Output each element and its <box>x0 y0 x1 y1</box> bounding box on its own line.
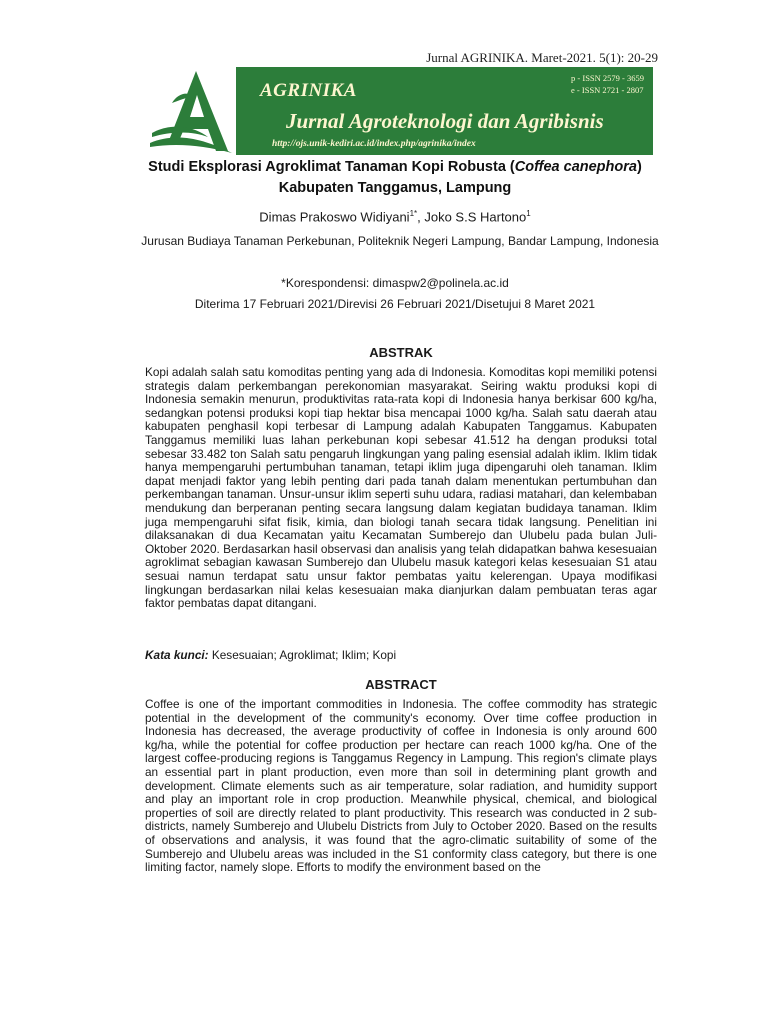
title-part1: Studi Eksplorasi Agroklimat Tanaman Kopi Robusta ( <box>148 159 515 175</box>
abstract-heading: ABSTRACT <box>365 677 437 692</box>
author-1: Dimas Prakoswo Widiyani <box>259 209 410 225</box>
journal-reference: Jurnal AGRINIKA. Maret-2021. 5(1): 20-29 <box>426 50 658 65</box>
correspondence: *Korespondensi: dimaspw2@polinela.ac.id <box>281 276 509 290</box>
title-part2: ) <box>636 159 642 175</box>
keywords <box>145 648 657 662</box>
e-issn: e - ISSN 2721 - 2807 <box>571 85 644 95</box>
journal-subtitle: Jurnal Agroteknologi dan Agribisnis <box>286 109 604 133</box>
affiliation: Jurusan Budiaya Tanaman Perkebunan, Politeknik Negeri Lampung, Bandar Lampung, Indonesia <box>141 234 659 248</box>
journal-name: AGRINIKA <box>260 80 357 101</box>
author-2: Joko S.S Hartono <box>424 209 527 225</box>
title-species: Coffea canephora <box>514 159 637 175</box>
author-list <box>100 209 690 224</box>
author-1-affil: 1* <box>409 209 418 218</box>
author-separator: , <box>417 209 425 225</box>
agrinika-logo <box>148 67 238 159</box>
p-issn: p - ISSN 2579 - 3659 <box>571 73 644 83</box>
keywords-list: Kesesuaian; Agroklimat; Iklim; Kopi <box>208 648 397 662</box>
abstract-text: Coffee is one of the important commodities in Indonesia. The coffee commodity has strategic potential in the development of the community's economy. Over time coffee production in Indonesia has decreased, the average productivity of coffee in Indonesia is only around 600 kg/ha, while the potential for coffee production per hectare can reach 1000 kg/ha. One of the largest coffee-producing regions is Tanggamus Regency in Lampung. This region's climate plays an essential part in plant production, even more than soil in determining plant growth and development. Climate elements such as air temperature, solar radiation, and humidity support and play an important role in crop production. Meanwhile physical, chemical, and biological properties of soil are directly related to plant productivity. This research was conducted in 2 sub-districts, namely Sumberejo and Ulubelu Districts from July to October 2020. Based on the results of observations and analysis, it was found that the agro-climatic suitability of some of the Sumberejo and Ulubelu areas was included in the S1 conformity class category, but there is one limiting factor, namely slope. Efforts to modify the environment based on the <box>145 697 657 875</box>
author-2-affil: 1 <box>526 209 531 218</box>
article-title <box>130 157 660 199</box>
abstrak-text: Kopi adalah salah satu komoditas penting yang ada di Indonesia. Komoditas kopi memiliki potensi strategis dalam perkembangan perekonomian masyarakat. Seiring waktu produksi kopi di Indonesia semakin menurun, produktivitas rata-rata kopi di Indonesia hanya berkisar 600 kg/ha, sedangkan potensi produksi kopi tiap hektar bisa mencapai 1000 kg/ha. Salah satu daerah atau kabupaten penghasil kopi terbesar di Lampung adalah Kabupaten Tanggamus. Kabupaten Tanggamus memiliki luas lahan perkebunan kopi sebesar 41.512 ha dengan produksi total sebesar 33.482 ton Salah satu pengaruh lingkungan yang paling esensial adalah iklim. Iklim tidak hanya mempengaruhi pertumbuhan tanaman, tetapi iklim juga dipengaruhi oleh tanaman. Iklim dapat menjadi faktor yang lebih penting dari pada tanah dalam menentukan pertumbuhan dan perkembangan tanaman. Unsur-unsur iklim seperti suhu udara, radiasi matahari, dan kelembaban mendukung dan berperanan penting secara langsung dalam kegiatan budidaya tanaman. Iklim juga mempengaruhi sifat fisik, kimia, dan biologi tanah secara tidak langsung. Penelitian ini dilaksanakan di dua Kecamatan yaitu Kecamatan Sumberejo dan Ulubelu pada bulan Juli-Oktober 2020. Berdasarkan hasil observasi dan analisis yang telah didapatkan bahwa kesesuaian agroklimat sebagian kawasan Sumberejo dan Ulubelu masuk kategori kelas kesesuaian S1 atau sesuai namun terdapat satu unsur faktor pembatas yaitu kelerengan. Upaya modifikasi lingkungan berdasarkan nilai kelas kesesuaian maka dianjurkan dalam pembuatan teras agar faktor pembatas dapat ditangani. <box>145 365 657 611</box>
title-line2: Kabupaten Tanggamus, Lampung <box>278 180 512 196</box>
journal-url[interactable]: http://ojs.unik-kediri.ac.id/index.php/agrinika/index <box>272 139 476 149</box>
submission-dates: Diterima 17 Februari 2021/Direvisi 26 Februari 2021/Disetujui 8 Maret 2021 <box>194 297 596 311</box>
journal-banner <box>236 67 653 155</box>
abstrak-heading: ABSTRAK <box>369 345 433 360</box>
keywords-label: Kata kunci: <box>145 648 209 662</box>
issn-block <box>571 72 644 96</box>
